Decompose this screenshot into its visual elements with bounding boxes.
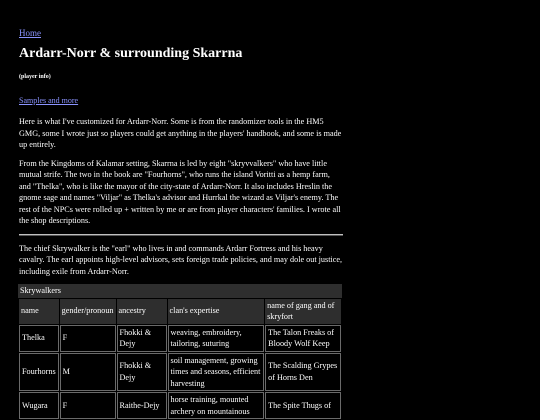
cell-ancestry: Raithe-Dejy bbox=[117, 392, 167, 419]
table-caption: Skrywalkers bbox=[18, 284, 342, 298]
intro-paragraph-2: From the Kingdoms of Kalamar setting, Skarrna is led by eight "skryvvalkers" who have little mutual strife. The two in the book are "Fourhorns", who runs the island Voritti as a hemp farm, and "Thelka", who is like the mayor of the city-state of Ardarr-Norr. It also includes Hreslin the gnome sage and names "Viljar" as Thelka's advisor and Hurrkal the wizard as Viljar's enemy. The rest of the NPCs were rolled up + written by me or are from player characters' families. I wrote all the shop descriptions. bbox=[19, 158, 341, 225]
table-row bbox=[19, 392, 341, 419]
table-row bbox=[19, 353, 341, 392]
table-header-row bbox=[19, 299, 341, 324]
page-title: Ardarr-Norr & surrounding Skarrna bbox=[19, 46, 243, 61]
cell-name: Fourhorns bbox=[19, 353, 59, 392]
col-header-name: name bbox=[19, 299, 59, 324]
cell-expertise: soil management, growing times and seasons, efficient harvesting bbox=[168, 353, 265, 392]
col-header-gender: gender/pronoun bbox=[60, 299, 116, 324]
intro-paragraph-1: Here is what I've customized for Ardarr-Norr. Some is from the randomizer tools in the HM5 GMG, some I wrote just so players could get anything in the players' handbook, and some is made up entirely. bbox=[19, 117, 342, 149]
cell-expertise: weaving, embroidery, tailoring, suturing bbox=[168, 325, 265, 352]
col-header-gang: name of gang and of skryfort bbox=[265, 299, 341, 324]
earl-paragraph: The chief Skrywalker is the "earl" who lives in and commands Ardarr Fortress and his heavy cavalry. The earl appoints high-level advisors, sets foreign trade policies, and may dole out justice, including exile from Ardarr-Norr. bbox=[19, 243, 343, 276]
cell-ancestry: Fhokki & Dejy bbox=[117, 325, 167, 352]
cell-ancestry: Fhokki & Dejy bbox=[117, 353, 167, 392]
col-header-expertise: clan's expertise bbox=[168, 299, 265, 324]
cell-expertise: horse training, mounted archery on mountainous bbox=[168, 392, 265, 419]
home-link[interactable]: Home bbox=[19, 28, 41, 38]
table-row bbox=[19, 325, 341, 352]
page-subtitle: (player info) bbox=[19, 74, 51, 80]
cell-name: Thelka bbox=[19, 325, 59, 352]
samples-link[interactable]: Samples and more bbox=[19, 96, 79, 105]
cell-gang: The Talon Freaks of Bloody Wolf Keep bbox=[265, 325, 341, 352]
main-content bbox=[19, 116, 343, 420]
cell-gang: The Scalding Grypes of Horns Den bbox=[265, 353, 341, 392]
cell-gang: The Spite Thugs of bbox=[265, 392, 341, 419]
cell-gender: F bbox=[60, 392, 116, 419]
cell-name: Wugara bbox=[19, 392, 59, 419]
cell-gender: F bbox=[60, 325, 116, 352]
section-divider bbox=[19, 234, 343, 236]
cell-gender: M bbox=[60, 353, 116, 392]
col-header-ancestry: ancestry bbox=[117, 299, 167, 324]
skrywalkers-table bbox=[18, 284, 342, 420]
